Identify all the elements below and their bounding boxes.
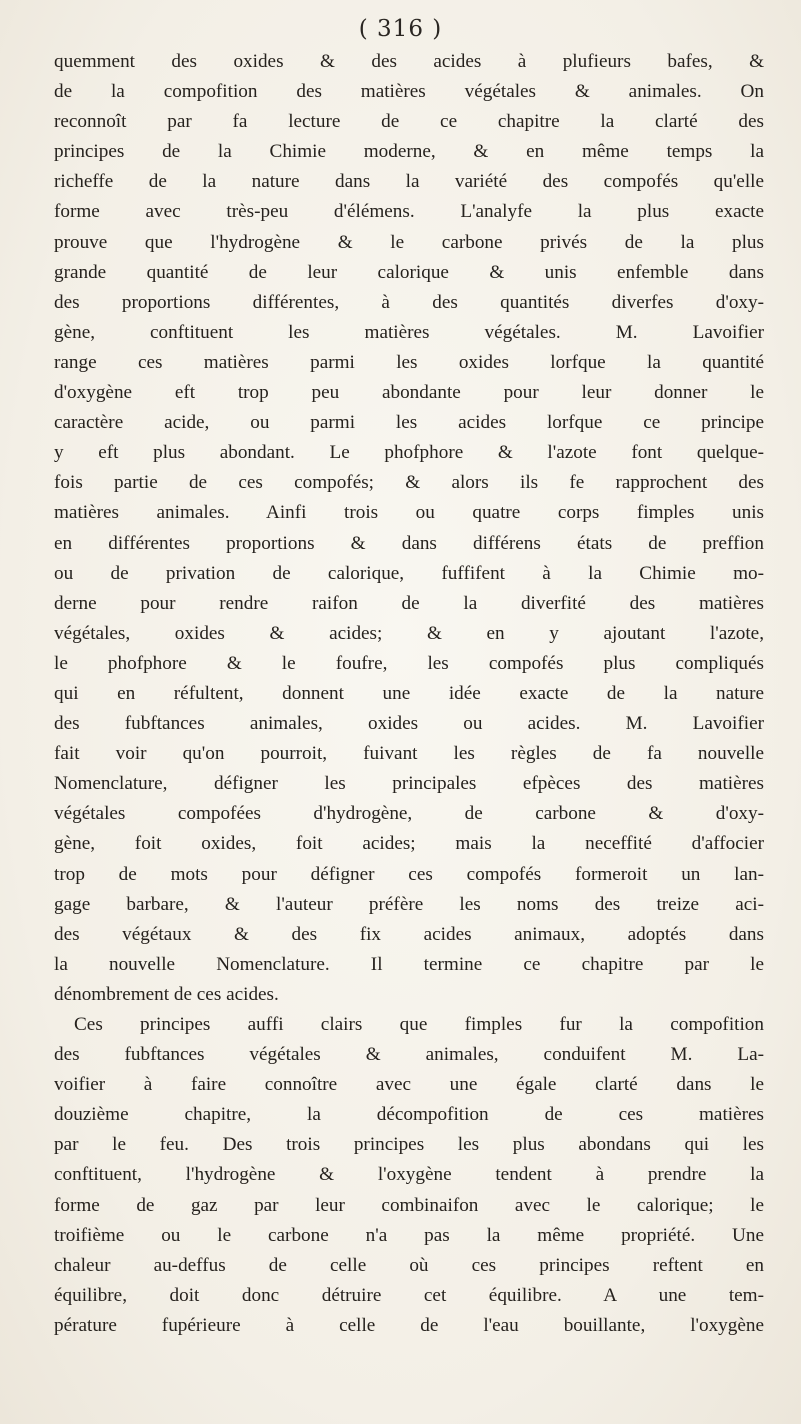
text-line: principes de la Chimie moderne, & en même temps la	[54, 141, 764, 163]
text-line: des végétaux & des fix acides animaux, adoptés dans	[54, 923, 764, 945]
text-line: pérature fupérieure à celle de l'eau bouillante, l'oxygène	[54, 1314, 764, 1336]
text-line: gène, conftituent les matières végétales. M. Lavoifier	[54, 321, 764, 343]
text-line: range ces matières parmi les oxides lorfque la quantité	[54, 351, 764, 373]
text-line: caractère acide, ou parmi les acides lorfque ce principe	[54, 412, 764, 434]
text-line: des proportions différentes, à des quantités diverfes d'oxy-	[54, 291, 764, 313]
text-line: prouve que l'hydrogène & le carbone privés de la plus	[54, 231, 764, 253]
text-line: matières animales. Ainfi trois ou quatre corps fimples unis	[54, 502, 764, 524]
text-line: végétales, oxides & acides; & en y ajoutant l'azote,	[54, 622, 764, 644]
text-line: Nomenclature, défigner les principales efpèces des matières	[54, 773, 764, 795]
text-line: trop de mots pour défigner ces compofés formeroit un lan-	[54, 863, 764, 885]
text-line: par le feu. Des trois principes les plus abondans qui les	[54, 1134, 764, 1156]
text-line: y eft plus abondant. Le phofphore & l'azote font quelque-	[54, 442, 764, 464]
text-line: le phofphore & le foufre, les compofés plus compliqués	[54, 652, 764, 674]
text-line: en différentes proportions & dans différens états de preffion	[54, 532, 764, 554]
text-line: fois partie de ces compofés; & alors ils fe rapprochent des	[54, 472, 764, 494]
paragraph	[54, 1010, 764, 1341]
text-line: reconnoît par fa lecture de ce chapitre la clarté des	[54, 111, 764, 133]
text-line: conftituent, l'hydrogène & l'oxygène tendent à prendre la	[54, 1164, 764, 1186]
text-line: des fubftances végétales & animales, conduifent M. La-	[54, 1044, 764, 1066]
text-line: richeffe de la nature dans la variété des compofés qu'elle	[54, 171, 764, 193]
text-line: végétales compofées d'hydrogène, de carbone & d'oxy-	[54, 803, 764, 825]
text-line: derne pour rendre raifon de la diverfité des matières	[54, 592, 764, 614]
text-line: forme de gaz par leur combinaifon avec le calorique; le	[54, 1194, 764, 1216]
text-line: douzième chapitre, la décompofition de ces matières	[54, 1104, 764, 1126]
text-line: gène, foit oxides, foit acides; mais la neceffité d'affocier	[54, 833, 764, 855]
text-line: quemment des oxides & des acides à plufieurs bafes, &	[54, 51, 764, 72]
text-line: des fubftances animales, oxides ou acides. M. Lavoifier	[54, 713, 764, 735]
text-line: fait voir qu'on pourroit, fuivant les règles de fa nouvelle	[54, 743, 764, 765]
text-line: qui en réfultent, donnent une idée exacte de la nature	[54, 682, 764, 704]
text-line: de la compofition des matières végétales & animales. On	[54, 81, 764, 103]
body-text	[54, 47, 764, 1341]
text-line: Ces principes auffi clairs que fimples fur la compofition	[74, 1014, 764, 1035]
text-line: ou de privation de calorique, fuffifent à la Chimie mo-	[54, 562, 764, 584]
text-line: équilibre, doit donc détruire cet équilibre. A une tem-	[54, 1284, 764, 1306]
text-line: d'oxygène eft trop peu abondante pour leur donner le	[54, 382, 764, 404]
text-line: troifième ou le carbone n'a pas la même propriété. Une	[54, 1224, 764, 1246]
text-line: voifier à faire connoître avec une égale clarté dans le	[54, 1074, 764, 1096]
text-line: forme avec très-peu d'élémens. L'analyfe la plus exacte	[54, 201, 764, 223]
text-line: chaleur au-deffus de celle où ces principes reftent en	[54, 1254, 764, 1276]
text-line: dénombrement de ces acides.	[54, 983, 279, 1005]
paragraph	[54, 47, 764, 1010]
page-number: ( 316 )	[358, 16, 443, 42]
text-line: grande quantité de leur calorique & unis enfemble dans	[54, 261, 764, 283]
text-line: gage barbare, & l'auteur préfère les noms des treize aci-	[54, 893, 764, 915]
text-line: la nouvelle Nomenclature. Il termine ce chapitre par le	[54, 953, 764, 975]
